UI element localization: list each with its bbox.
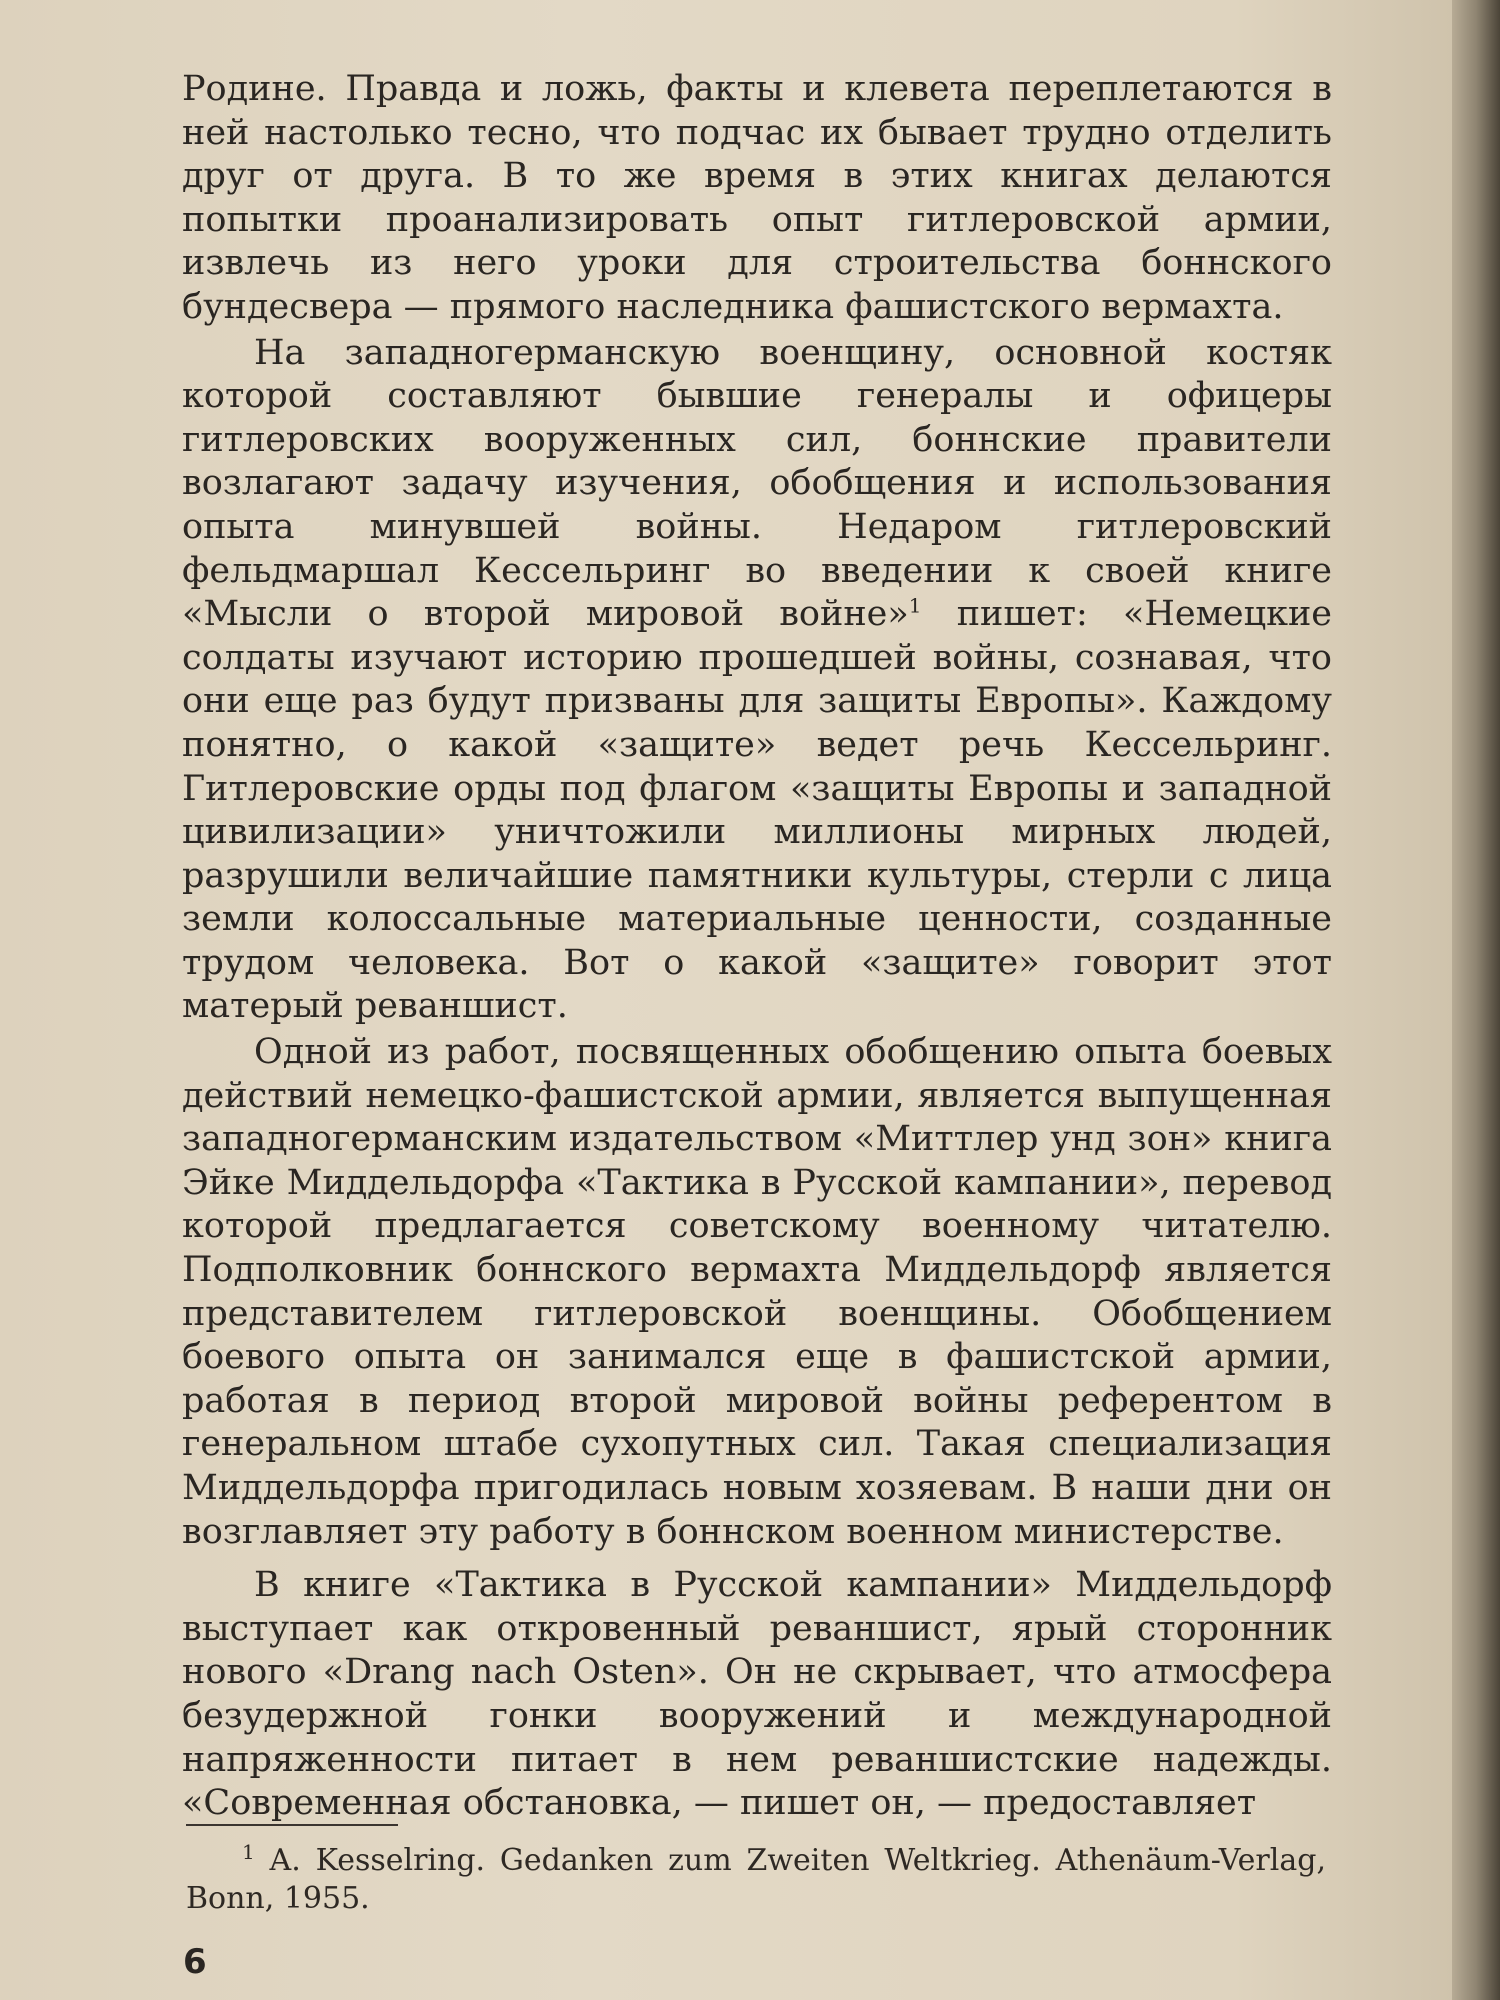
page-edge-shadow <box>1452 0 1500 2000</box>
main-text <box>182 68 1332 1826</box>
footnote-text: A. Kesselring. Gedanken zum Zweiten Weltkrieg. Athenäum-Verlag, Bonn, 1955. <box>186 1843 1326 1916</box>
footnote <box>186 1842 1326 1918</box>
paragraph-2-text-a: На западногерманскую военщину, основной костяк которой составляют бывшие генералы и офицеры гитлеровских вооруженных сил, боннские правители возлагают задачу изучения, обобщения и использования опыта минувшей войны. Недаром гитлеровский фельдмаршал Кессельринг во введении к своей книге «Мысли о второй мировой войне» <box>182 332 1332 635</box>
footnote-reference: 1 <box>908 593 922 618</box>
paragraph-1: Родине. Правда и ложь, факты и клевета переплетаются в ней настолько тесно, что подчас их бывает трудно отделить друг от друга. В то же время в этих книгах делаются попытки проанализировать опыт гитлеровской армии, извлечь из него уроки для строительства боннского бундесвера — прямого наследника фашистского вермахта. <box>182 69 1332 327</box>
paragraph-2 <box>182 332 1332 1030</box>
footnote-divider <box>186 1824 398 1826</box>
paragraph-2-text-b: пишет: «Немецкие солдаты изучают историю прошедшей войны, сознавая, что они еще раз будут призваны для защиты Европы». Каждому понятно, о какой «защите» ведет речь Кессельринг. Гитлеровские орды под флагом «защиты Европы и западной цивилизации» уничтожили миллионы мирных людей, разрушили величайшие памятники культуры, стерли с лица земли колоссальные материальные ценности, созданные трудом человека. Вот о какой «защите» говорит этот матерый реваншист. <box>182 594 1332 1027</box>
page-number: 6 <box>183 1942 207 1982</box>
paragraph-3: Одной из работ, посвященных обобщению опыта боевых действий немецко-фашистской армии, является выпущенная западногерманским издательством «Миттлер унд зон» книга Эйке Миддельдорфа «Тактика в Русской кампании», перевод которой предлагается советскому военному читателю. Подполковник боннского вермахта Миддельдорф является представителем гитлеровской военщины. Обобщением боевого опыта он занимался еще в фашистской армии, работая в период второй мировой войны референтом в генеральном штабе сухопутных сил. Такая специализация Миддельдорфа пригодилась новым хозяевам. В наши дни он возглавляет эту работу в боннском военном министерстве. <box>182 1032 1332 1552</box>
footnote-marker: 1 <box>242 1840 255 1864</box>
paragraph-4: В книге «Тактика в Русской кампании» Миддельдорф выступает как откровенный реваншист, ярый сторонник нового «Drang nach Osten». Он не скрывает, что атмосфера безудержной гонки вооружений и международной напряженности питает в нем реваншистские надежды. «Современная обстановка, — пишет он, — предоставляет <box>182 1565 1332 1824</box>
